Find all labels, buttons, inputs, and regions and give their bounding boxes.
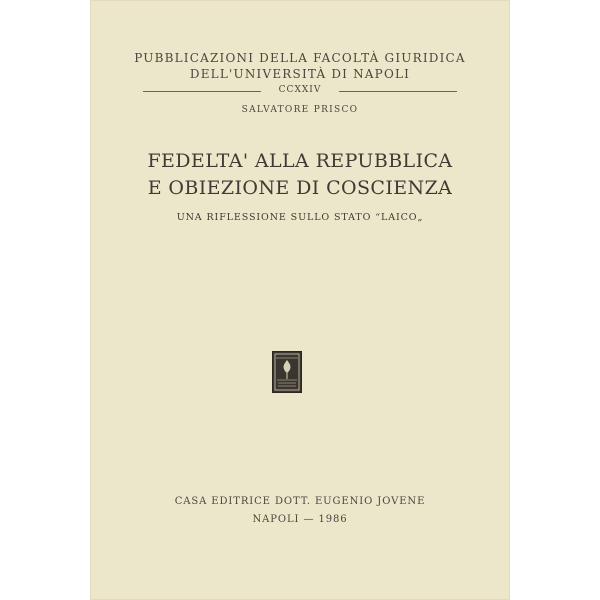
divider-right (339, 91, 457, 92)
author-name: SALVATORE PRISCO (241, 105, 359, 115)
book-subtitle: UNA RIFLESSIONE SULLO STATO “LAICO„ (176, 212, 424, 223)
series-number-row (143, 85, 457, 99)
emblem-graphic (273, 352, 301, 392)
book-title-line-1: FEDELTA' ALLA REPUBBLICA (147, 150, 453, 172)
series-title-line-2: DELL'UNIVERSITÀ DI NAPOLI (189, 67, 411, 81)
publisher-name: CASA EDITRICE DOTT. EUGENIO JOVENE (174, 496, 426, 507)
book-title-line-2: E OBIEZIONE DI COSCIENZA (147, 177, 453, 199)
publisher-emblem-icon (272, 351, 302, 393)
book-cover (90, 0, 510, 600)
series-title-line-1: PUBBLICAZIONI DELLA FACOLTÀ GIURIDICA (134, 51, 466, 65)
series-number: CCXXIV (278, 85, 322, 95)
publication-place-year: NAPOLI — 1986 (252, 514, 348, 525)
